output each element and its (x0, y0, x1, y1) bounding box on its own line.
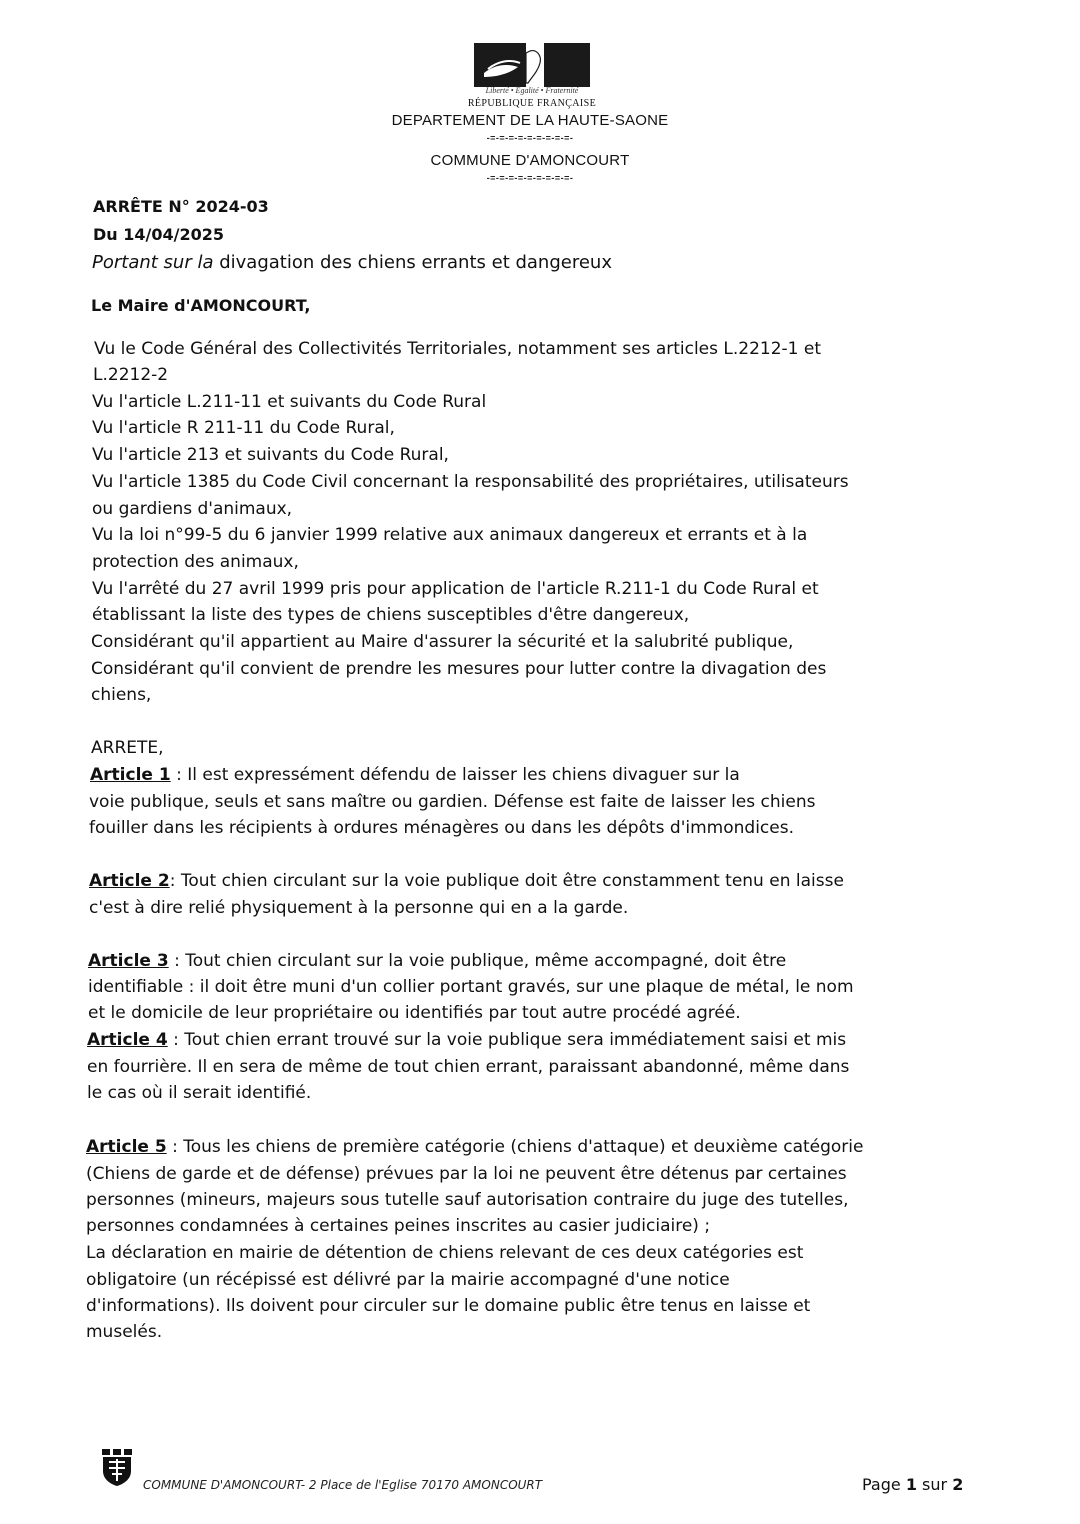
article-sep: : (169, 871, 181, 891)
article-5-line: obligatoire (un récépissé est délivré par la mairie accompagné d'une notice (86, 1270, 730, 1290)
article-3-line: identifiable : il doit être muni d'un collier portant gravés, sur une plaque de métal, le nom (88, 977, 854, 997)
republique-francaise: RÉPUBLIQUE FRANÇAISE (467, 98, 597, 109)
article-4-line: en fourrière. Il en sera de même de tout chien errant, paraissant abandonné, même dans (87, 1057, 850, 1077)
page-total: 2 (952, 1475, 964, 1494)
article-5-line: muselés. (86, 1322, 163, 1342)
article-1-line (90, 765, 740, 785)
considerant-line: Vu l'article 1385 du Code Civil concernant la responsabilité des propriétaires, utilisateurs (92, 472, 849, 492)
considerant-line: Considérant qu'il appartient au Maire d'assurer la sécurité et la salubrité publique, (91, 632, 794, 652)
considerant-line: Vu l'article R 211-11 du Code Rural, (92, 418, 395, 438)
article-1-line: voie publique, seuls et sans maître ou gardien. Défense est faite de laisser les chiens (89, 792, 816, 812)
considerant-line: ou gardiens d'animaux, (92, 499, 293, 519)
considerant-line: Considérant qu'il convient de prendre les mesures pour lutter contre la divagation des (91, 659, 827, 679)
arrete-label: ARRETE, (91, 738, 164, 758)
article-5-line (86, 1137, 863, 1157)
article-text: Tout chien errant trouvé sur la voie publique sera immédiatement saisi et mis (184, 1030, 847, 1050)
article-5-line: personnes (mineurs, majeurs sous tutelle sauf autorisation contraire du juge des tutelles, (86, 1190, 849, 1210)
considerant-line: Vu l'article L.211-11 et suivants du Code Rural (92, 392, 487, 412)
separator-2: -=-=-=-=-=-=-=-=-=- (486, 173, 574, 183)
considerant-line: Vu l'article 213 et suivants du Code Rural, (92, 445, 449, 465)
page-prefix: Page (862, 1475, 906, 1494)
article-2-label: Article 2 (89, 871, 170, 891)
considerant-line: L.2212-2 (93, 365, 169, 385)
arrete-number: ARRÊTE N° 2024-03 (93, 197, 269, 216)
considerant-line: Vu le Code Général des Collectivités Territoriales, notamment ses articles L.2212-1 et (94, 339, 822, 359)
article-1-line: fouiller dans les récipients à ordures ménagères ou dans les dépôts d'immondices. (89, 818, 794, 838)
article-3-line (88, 951, 786, 971)
separator-1: -=-=-=-=-=-=-=-=-=- (486, 133, 574, 143)
page-mid: sur (916, 1475, 953, 1494)
article-5-line: (Chiens de garde et de défense) prévues par la loi ne peuvent être détenus par certaines (86, 1164, 847, 1184)
article-2-line: c'est à dire relié physiquement à la personne qui en a la garde. (89, 898, 629, 918)
article-text: Il est expressément défendu de laisser les chiens divaguer sur la (187, 765, 740, 785)
article-3-line: et le domicile de leur propriétaire ou identifiés par tout autre procédé agréé. (88, 1003, 741, 1023)
article-4-label: Article 4 (87, 1030, 168, 1050)
considerant-line: chiens, (91, 685, 152, 705)
subject-italic: Portant sur la (92, 252, 214, 273)
considerant-line: Vu la loi n°99-5 du 6 janvier 1999 relative aux animaux dangereux et errants et à la (92, 525, 808, 545)
article-5-line: personnes condamnées à certaines peines inscrites au casier judiciaire) ; (86, 1216, 711, 1236)
article-5-label: Article 5 (86, 1137, 167, 1157)
considerant-line: établissant la liste des types de chiens susceptibles d'être dangereux, (92, 605, 690, 625)
article-text: Tous les chiens de première catégorie (chiens d'attaque) et deuxième catégorie (183, 1137, 864, 1157)
article-2-line (89, 871, 844, 891)
authority-line: Le Maire d'AMONCOURT, (91, 296, 311, 315)
republic-motto: Liberté • Égalité • Fraternité (485, 86, 579, 95)
arrete-subject (92, 252, 612, 273)
article-text: Tout chien circulant sur la voie publique, même accompagné, doit être (185, 951, 787, 971)
coat-of-arms-icon (100, 1447, 134, 1487)
article-sep: : (170, 765, 188, 785)
page-number (862, 1475, 963, 1494)
article-sep: : (168, 951, 186, 971)
arrete-date: Du 14/04/2025 (93, 225, 224, 244)
article-4-line: le cas où il serait identifié. (87, 1083, 312, 1103)
article-5-line: La déclaration en mairie de détention de chiens relevant de ces deux catégories est (86, 1243, 804, 1263)
footer-address: COMMUNE D'AMONCOURT- 2 Place de l'Eglise 70170 AMONCOURT (143, 1478, 543, 1492)
commune-title: COMMUNE D'AMONCOURT (430, 152, 630, 169)
article-sep: : (166, 1137, 184, 1157)
subject-rest: divagation des chiens errants et dangereux (213, 252, 612, 273)
article-4-line (87, 1030, 846, 1050)
considerant-line: Vu l'arrêté du 27 avril 1999 pris pour application de l'article R.211-1 du Code Rural et (92, 579, 819, 599)
marianne-logo (474, 43, 590, 87)
departement-title: DEPARTEMENT DE LA HAUTE-SAONE (391, 112, 669, 129)
considerant-line: protection des animaux, (92, 552, 299, 572)
article-sep: : (167, 1030, 185, 1050)
article-5-line: d'informations). Ils doivent pour circuler sur le domaine public être tenus en laisse et (86, 1296, 811, 1316)
article-3-label: Article 3 (88, 951, 169, 971)
page-current: 1 (905, 1475, 917, 1494)
article-1-label: Article 1 (90, 765, 171, 785)
article-text: Tout chien circulant sur la voie publique doit être constamment tenu en laisse (180, 871, 844, 891)
